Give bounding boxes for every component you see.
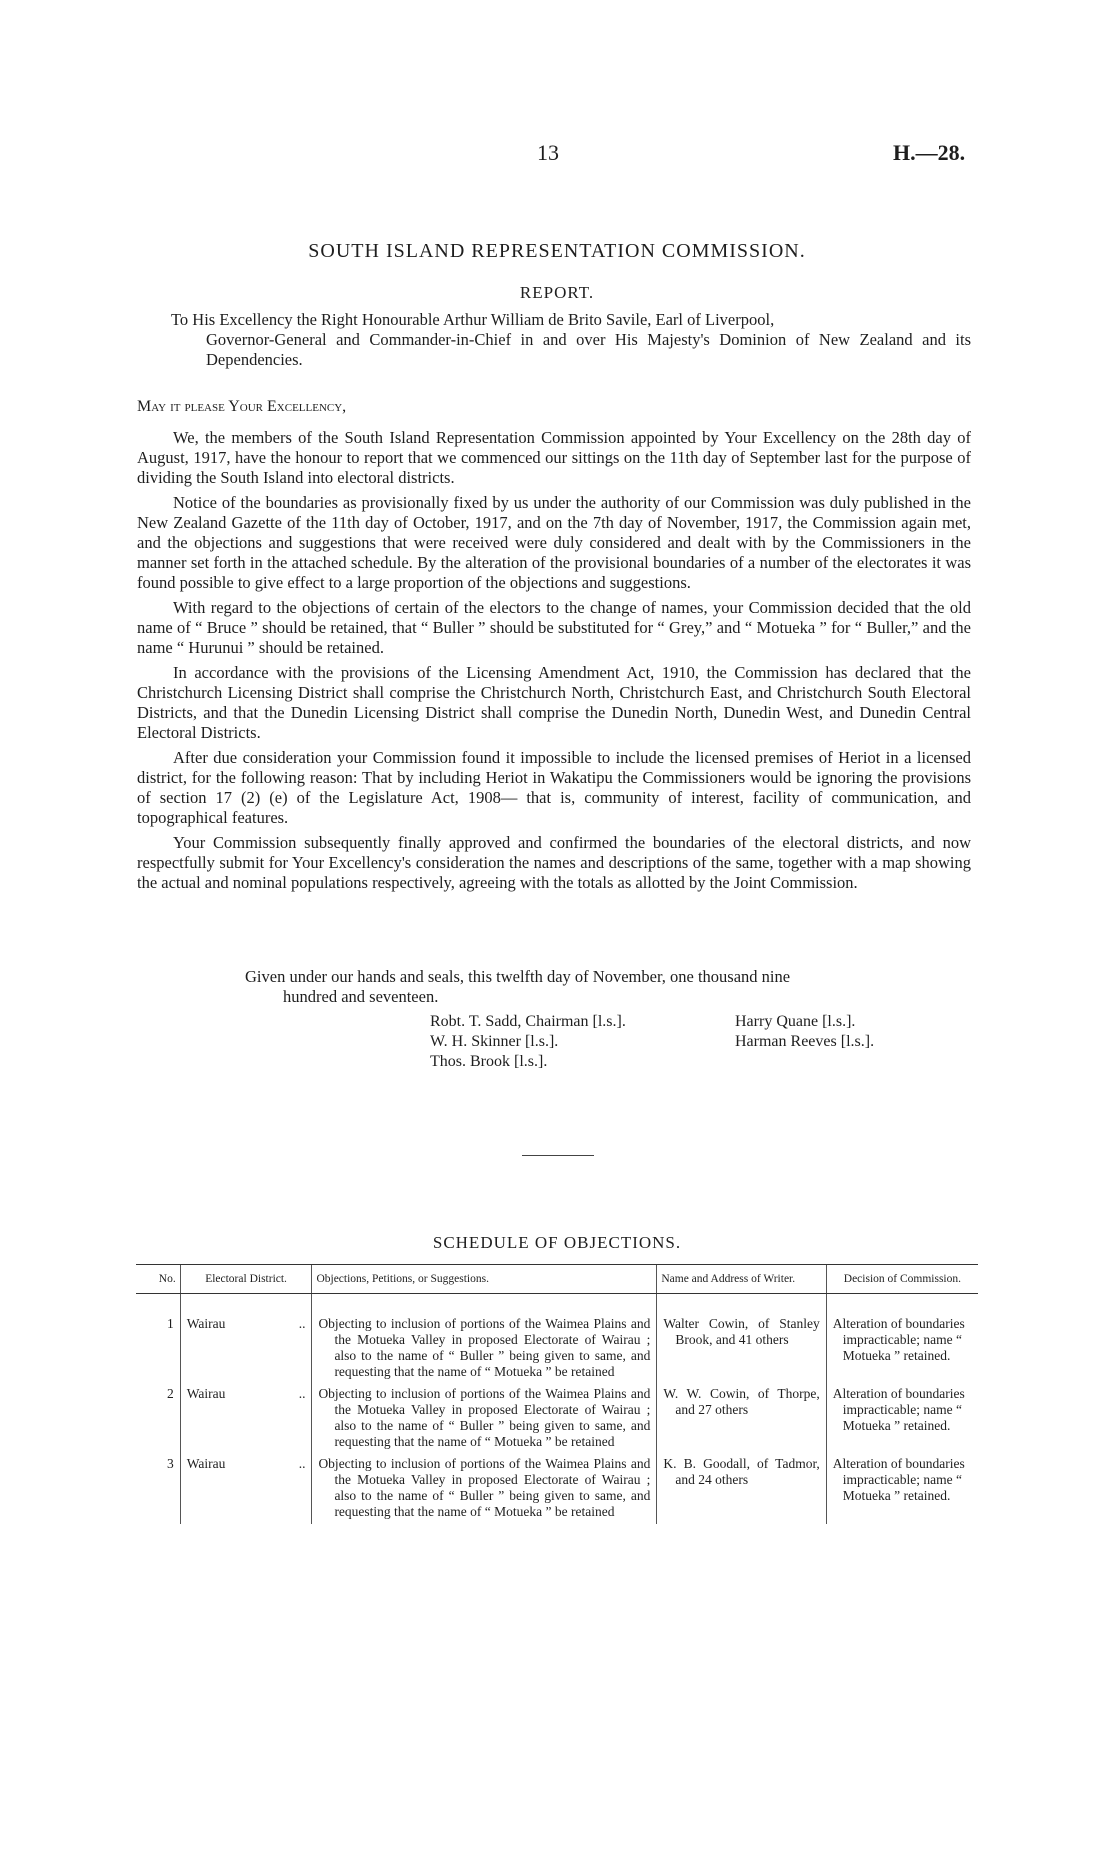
table-row xyxy=(136,1454,978,1524)
objection-text: Objecting to inclusion of portions of the Waimea Plains and the Motueka Valley in proposed Electorate of Wairau ; also to the name of “ Buller ” being given to same, and requesting that the name of “ Motueka ” be retained xyxy=(318,1456,651,1519)
greeting: May it please Your Excellency, xyxy=(137,398,347,415)
cell-decision xyxy=(826,1384,978,1454)
column-header-decision: Decision of Commission. xyxy=(826,1265,978,1294)
cell-objection xyxy=(312,1454,657,1524)
district-name: Wairau xyxy=(186,1456,226,1471)
address-block xyxy=(171,310,971,370)
document-reference: H.—28. xyxy=(893,140,966,165)
signature-quane: Harry Quane [l.s.]. xyxy=(735,1013,856,1030)
column-header-writer: Name and Address of Writer. xyxy=(657,1265,826,1294)
leader-dots: .. xyxy=(298,1456,306,1471)
decision-text: Alteration of boundaries impracticable; name “ Motueka ” retained. xyxy=(832,1316,965,1363)
page-number: 13 xyxy=(537,140,559,165)
leader-dots: .. xyxy=(298,1316,306,1331)
closing-line-1: Given under our hands and seals, this twelfth day of November, one thousand nine xyxy=(245,967,791,986)
closing-line-2: hundred and seventeen. xyxy=(283,987,439,1006)
writer-text: W. W. Cowin, of Thorpe, and 27 others xyxy=(663,1386,820,1417)
report-body xyxy=(137,428,971,898)
writer-text: K. B. Goodall, of Tadmor, and 24 others xyxy=(663,1456,820,1487)
cell-district xyxy=(180,1454,312,1524)
signature-sadd: Robt. T. Sadd, Chairman [l.s.]. xyxy=(430,1013,626,1030)
report-subtitle: REPORT. xyxy=(519,283,595,302)
cell-objection xyxy=(312,1294,657,1385)
page-title: SOUTH ISLAND REPRESENTATION COMMISSION. xyxy=(308,240,806,262)
address-line-1: To His Excellency the Right Honourable Arthur William de Brito Savile, Earl of Liverpool, xyxy=(171,310,775,329)
cell-decision xyxy=(826,1294,978,1385)
paragraph-3: With regard to the objections of certain of the electors to the change of names, your Commission decided that the old name of “ Bruce ” should be retained, that “ Buller ” should be substituted for “ Grey,” and “ Motueka ” for “ Buller,” and the name “ Hurunui ” should be retained. xyxy=(137,598,971,657)
table-row xyxy=(136,1294,978,1385)
leader-dots: .. xyxy=(298,1386,306,1401)
closing-statement xyxy=(245,967,971,1007)
paragraph-6: Your Commission subsequently finally approved and confirmed the boundaries of the electoral districts, and now respectfully submit for Your Excellency's consideration the names and descriptions of the same, together with a map showing the actual and nominal populations respectively, agreeing with the totals as allotted by the Joint Commission. xyxy=(137,833,971,892)
table-row xyxy=(136,1384,978,1454)
schedule-header-row xyxy=(136,1265,978,1294)
cell-no: 2 xyxy=(166,1386,174,1401)
schedule-table xyxy=(136,1264,978,1524)
objection-text: Objecting to inclusion of portions of the Waimea Plains and the Motueka Valley in proposed Electorate of Wairau ; also to the name of “ Buller ” being given to same, and requesting that the name of “ Motueka ” be retained xyxy=(318,1386,651,1449)
address-line-2: Governor-General and Commander-in-Chief in and over His Majesty's Dominion of New Zealand and its Dependencies. xyxy=(206,330,971,369)
paragraph-2: Notice of the boundaries as provisionally fixed by us under the authority of our Commission was duly published in the New Zealand Gazette of the 11th day of October, 1917, and on the 7th day of November, 1917, the Commission again met, and the objections and suggestions that were received were duly considered and dealt with by the Commissioners in the manner set forth in the attached schedule. By the alteration of the provisional boundaries of a number of the electorates it was found possible to give effect to a large proportion of the objections and suggestions. xyxy=(137,493,971,592)
column-header-district: Electoral District. xyxy=(180,1265,312,1294)
district-name: Wairau xyxy=(186,1316,226,1331)
cell-objection xyxy=(312,1384,657,1454)
cell-decision xyxy=(826,1454,978,1524)
cell-district xyxy=(180,1294,312,1385)
objection-text: Objecting to inclusion of portions of the Waimea Plains and the Motueka Valley in proposed Electorate of Wairau ; also to the name of “ Buller ” being given to same, and requesting that the name of “ Motueka ” be retained xyxy=(318,1316,651,1379)
paragraph-1: We, the members of the South Island Representation Commission appointed by Your Excellency on the 28th day of August, 1917, have the honour to report that we commenced our sittings on the 11th day of September last for the purpose of dividing the South Island into electoral districts. xyxy=(137,428,971,487)
schedule-title: SCHEDULE OF OBJECTIONS. xyxy=(432,1233,682,1252)
decision-text: Alteration of boundaries impracticable; name “ Motueka ” retained. xyxy=(832,1456,965,1503)
cell-no: 1 xyxy=(166,1316,174,1331)
cell-writer xyxy=(657,1384,826,1454)
district-name: Wairau xyxy=(186,1386,226,1401)
cell-writer xyxy=(657,1454,826,1524)
signature-brook: Thos. Brook [l.s.]. xyxy=(430,1053,548,1070)
paragraph-5: After due consideration your Commission found it impossible to include the licensed premises of Heriot in a licensed district, for the following reason: That by including Heriot in Wakatipu the Commissioners would be ignoring the provisions of section 17 (2) (e) of the Legislature Act, 1908— that is, community of interest, facility of communication, and topographical features. xyxy=(137,748,971,827)
column-header-no: No. xyxy=(136,1265,180,1294)
signature-reeves: Harman Reeves [l.s.]. xyxy=(735,1033,875,1050)
cell-no: 3 xyxy=(166,1456,174,1471)
decision-text: Alteration of boundaries impracticable; name “ Motueka ” retained. xyxy=(832,1386,965,1433)
signature-skinner: W. H. Skinner [l.s.]. xyxy=(430,1033,559,1050)
writer-text: Walter Cowin, of Stanley Brook, and 41 others xyxy=(663,1316,820,1347)
paragraph-4: In accordance with the provisions of the Licensing Amendment Act, 1910, the Commission has declared that the Christchurch Licensing District shall comprise the Christchurch North, Christchurch East, and Christchurch South Electoral Districts, and that the Dunedin Licensing District shall comprise the Dunedin North, Dunedin West, and Dunedin Central Electoral Districts. xyxy=(137,663,971,742)
section-divider xyxy=(522,1155,594,1156)
cell-district xyxy=(180,1384,312,1454)
column-header-objections: Objections, Petitions, or Suggestions. xyxy=(312,1265,657,1294)
cell-writer xyxy=(657,1294,826,1385)
